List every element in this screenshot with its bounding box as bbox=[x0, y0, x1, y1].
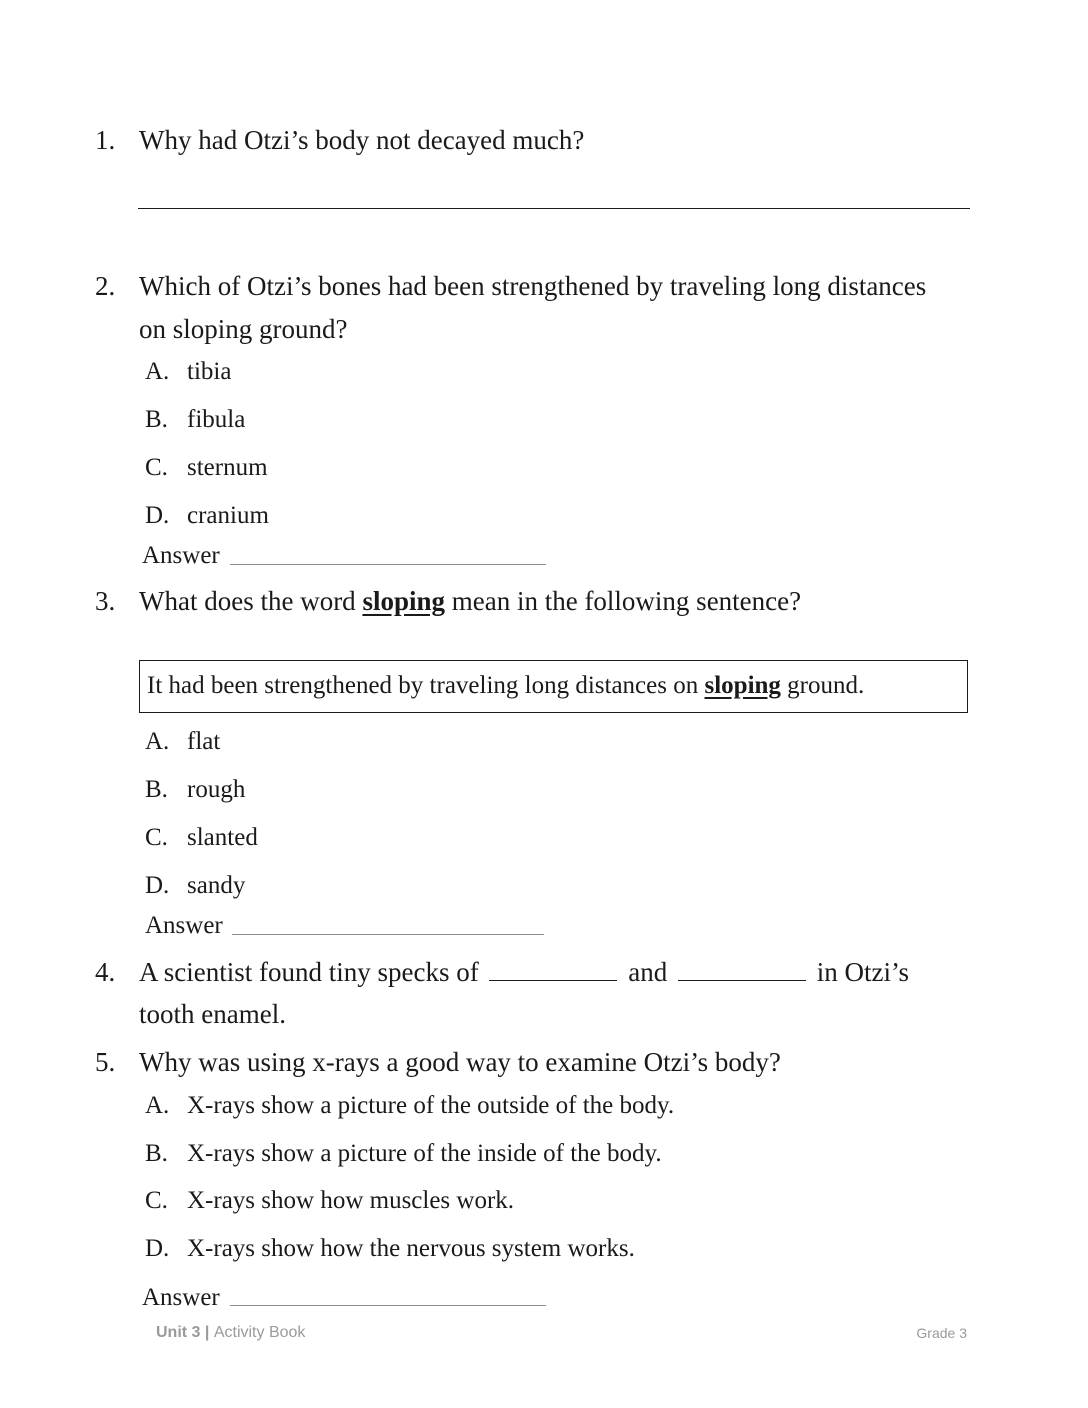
question-2-option-d: cranium bbox=[187, 502, 269, 529]
question-3-option-d-letter: D. bbox=[145, 872, 170, 899]
question-2-answer-label: Answer bbox=[142, 542, 220, 569]
question-5-text: Why was using x-rays a good way to examine Otzi’s body? bbox=[139, 1047, 781, 1077]
question-3-quote-keyword: sloping bbox=[704, 672, 781, 699]
question-4-number: 4. bbox=[95, 957, 116, 987]
question-5-option-b: X-rays show a picture of the inside of the body. bbox=[187, 1140, 662, 1167]
question-3-option-c: slanted bbox=[187, 824, 258, 851]
question-3-option-a: flat bbox=[187, 728, 221, 755]
footer-book: Activity Book bbox=[213, 1324, 306, 1341]
question-5-option-c-letter: C. bbox=[145, 1187, 168, 1214]
question-5-option-d: X-rays show how the nervous system works. bbox=[187, 1235, 635, 1262]
question-1-number: 1. bbox=[95, 125, 116, 155]
question-5-answer-line[interactable] bbox=[230, 1305, 546, 1306]
question-2-number: 2. bbox=[95, 271, 116, 301]
footer-unit: Unit 3 bbox=[156, 1324, 201, 1341]
question-5-answer-label: Answer bbox=[142, 1284, 220, 1311]
question-2-text-line-2: on sloping ground? bbox=[139, 314, 348, 344]
question-5-option-a: X-rays show a picture of the outside of the body. bbox=[187, 1092, 675, 1119]
question-4-blank-1[interactable] bbox=[489, 956, 617, 981]
question-5-option-b-letter: B. bbox=[145, 1140, 168, 1167]
question-3-text: What does the word sloping mean in the following sentence? bbox=[139, 586, 802, 616]
question-1-answer-line[interactable] bbox=[138, 208, 970, 209]
question-2-option-d-letter: D. bbox=[145, 502, 170, 529]
question-1-text: Why had Otzi’s body not decayed much? bbox=[139, 125, 585, 155]
question-3-answer-line[interactable] bbox=[232, 934, 544, 935]
question-3-option-a-letter: A. bbox=[145, 728, 170, 755]
question-5-option-c: X-rays show how muscles work. bbox=[187, 1187, 515, 1214]
question-3-option-b-letter: B. bbox=[145, 776, 168, 803]
question-3-quote-box bbox=[139, 660, 968, 713]
question-2-option-b-letter: B. bbox=[145, 406, 168, 433]
question-2-option-a: tibia bbox=[187, 358, 232, 385]
question-4-text-line-1: A scientist found tiny specks of and in Otzi’s bbox=[139, 957, 909, 987]
footer-unit-label: Unit 3 | Activity Book bbox=[156, 1324, 306, 1341]
question-2-option-c-letter: C. bbox=[145, 454, 168, 481]
question-3-quote-text: It had been strengthened by traveling long distances on sloping ground. bbox=[147, 672, 865, 699]
question-3-answer-label: Answer bbox=[145, 912, 223, 939]
question-3-option-c-letter: C. bbox=[145, 824, 168, 851]
question-2-text-line-1: Which of Otzi’s bones had been strengthened by traveling long distances bbox=[139, 271, 927, 301]
question-4-text-line-2: tooth enamel. bbox=[139, 999, 286, 1029]
question-3-option-b: rough bbox=[187, 776, 246, 803]
question-4-blank-2[interactable] bbox=[678, 956, 806, 981]
question-3-option-d: sandy bbox=[187, 872, 246, 899]
question-3-keyword: sloping bbox=[362, 586, 445, 616]
question-2-answer-line[interactable] bbox=[230, 564, 546, 565]
question-2-option-c: sternum bbox=[187, 454, 268, 481]
question-2-option-a-letter: A. bbox=[145, 358, 170, 385]
question-5-option-d-letter: D. bbox=[145, 1235, 170, 1262]
question-5-option-a-letter: A. bbox=[145, 1092, 170, 1119]
question-3-number: 3. bbox=[95, 586, 116, 616]
question-5-number: 5. bbox=[95, 1047, 116, 1077]
footer-grade: Grade 3 bbox=[916, 1325, 967, 1341]
question-2-option-b: fibula bbox=[187, 406, 246, 433]
